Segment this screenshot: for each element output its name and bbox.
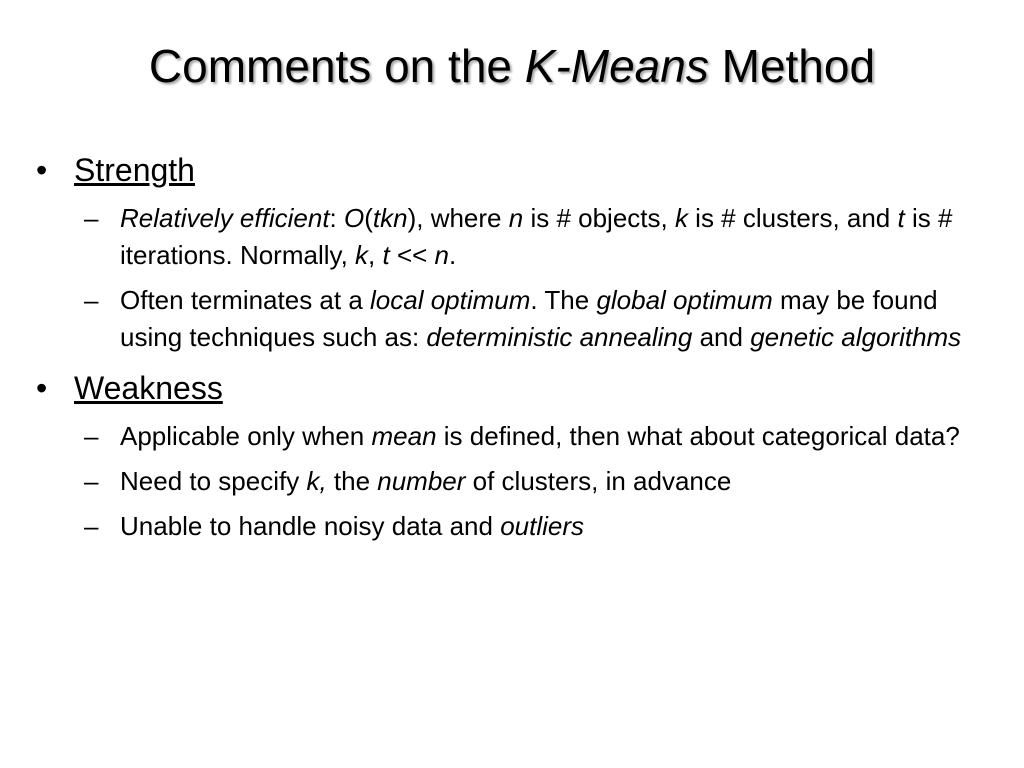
bullet-weakness bbox=[36, 366, 996, 410]
italic-text-run: t bbox=[382, 240, 390, 270]
italic-text-run: deterministic annealing bbox=[426, 322, 693, 352]
italic-text-run: number bbox=[377, 466, 466, 496]
weakness-item-text bbox=[120, 508, 996, 545]
weakness-sublist bbox=[84, 418, 996, 545]
dash-marker: – bbox=[84, 511, 99, 541]
weakness-item bbox=[84, 418, 996, 455]
italic-text-run: local optimum bbox=[370, 285, 531, 315]
dash-marker: – bbox=[84, 285, 99, 315]
italic-text-run: k bbox=[355, 240, 369, 270]
italic-text-run: t bbox=[897, 203, 905, 233]
bullet-marker: • bbox=[36, 370, 48, 406]
text-run: is # clusters, and bbox=[687, 203, 898, 233]
title-text-end: Method bbox=[708, 40, 876, 92]
strength-item bbox=[84, 200, 996, 274]
text-run: is defined, then what about categorical data? bbox=[436, 421, 960, 451]
italic-text-run: Relatively efficient bbox=[120, 203, 330, 233]
italic-text-run: outliers bbox=[500, 511, 585, 541]
italic-text-run: k bbox=[674, 203, 688, 233]
italic-text-run: global optimum bbox=[596, 285, 773, 315]
weakness-heading: Weakness bbox=[74, 370, 223, 406]
text-run: is # objects, bbox=[523, 203, 675, 233]
text-run: and bbox=[692, 322, 751, 352]
bullet-strength bbox=[36, 148, 996, 192]
weakness-item bbox=[84, 508, 996, 545]
italic-text-run: n bbox=[508, 203, 524, 233]
strength-item-text bbox=[120, 200, 996, 274]
weakness-item-text bbox=[120, 418, 996, 455]
italic-text-run: mean bbox=[371, 421, 437, 451]
strength-heading: Strength bbox=[74, 152, 195, 188]
strength-item-text bbox=[120, 282, 996, 356]
text-run: Unable to handle noisy data and bbox=[120, 511, 501, 541]
strength-item bbox=[84, 282, 996, 356]
title-text-start: Comments on the bbox=[148, 40, 525, 92]
slide-title bbox=[0, 36, 1024, 96]
italic-text-run: genetic algorithms bbox=[750, 322, 962, 352]
weakness-item bbox=[84, 463, 996, 500]
title-text-kmeans: K-Means bbox=[524, 40, 709, 92]
text-run: ( bbox=[364, 203, 373, 233]
text-run: ), where bbox=[407, 203, 509, 233]
dash-marker: – bbox=[84, 203, 99, 233]
text-run: << bbox=[389, 240, 435, 270]
text-run: : bbox=[329, 203, 344, 233]
text-run: is # iterations. Normally, bbox=[120, 203, 953, 270]
italic-text-run: k, bbox=[306, 466, 327, 496]
text-run: the bbox=[326, 466, 378, 496]
weakness-item-text bbox=[120, 463, 996, 500]
text-run: . The bbox=[530, 285, 597, 315]
dash-marker: – bbox=[84, 466, 99, 496]
strength-sublist bbox=[84, 200, 996, 356]
italic-text-run: O bbox=[344, 203, 365, 233]
text-run: may be found using techniques such as: bbox=[120, 285, 938, 352]
text-run: Need to specify bbox=[120, 466, 307, 496]
bullet-list bbox=[36, 148, 996, 545]
text-run: of clusters, in advance bbox=[465, 466, 732, 496]
italic-text-run: tkn bbox=[372, 203, 408, 233]
text-run: . bbox=[449, 240, 457, 270]
bullet-marker: • bbox=[36, 152, 48, 188]
text-run: , bbox=[368, 240, 383, 270]
italic-text-run: n bbox=[434, 240, 450, 270]
text-run: Often terminates at a bbox=[120, 285, 371, 315]
text-run: Applicable only when bbox=[120, 421, 372, 451]
dash-marker: – bbox=[84, 421, 99, 451]
